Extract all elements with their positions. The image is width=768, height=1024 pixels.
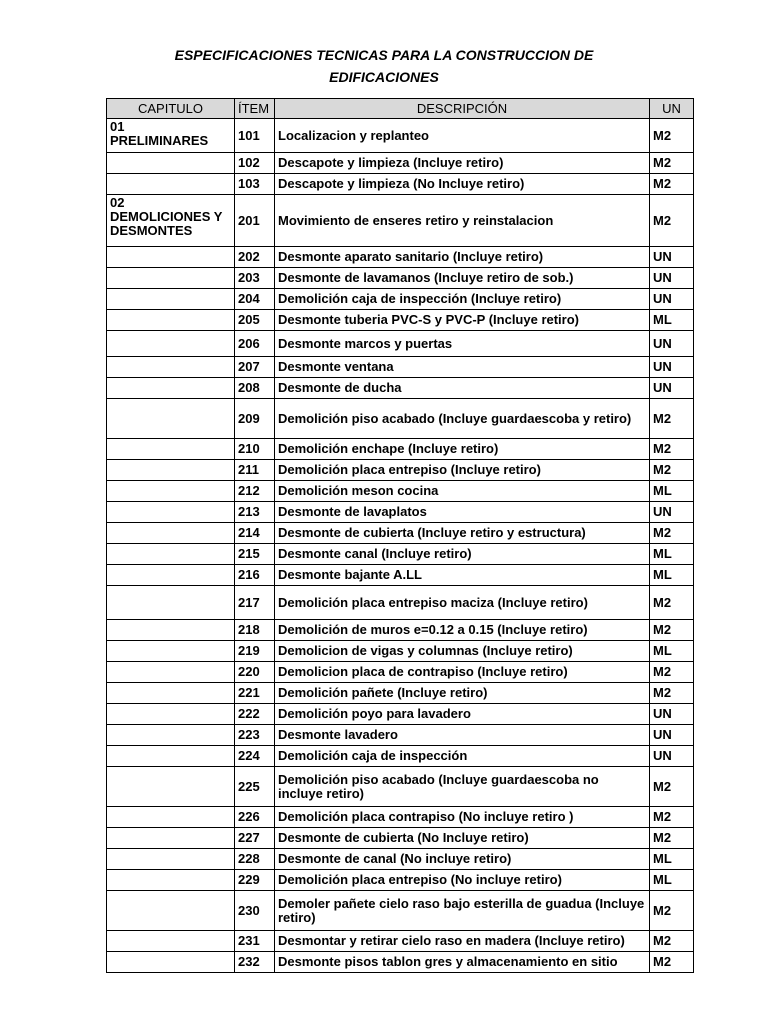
cell-descripcion: Descapote y limpieza (No Incluye retiro) xyxy=(275,174,650,195)
table-row xyxy=(107,481,694,502)
cell-un: M2 xyxy=(650,662,694,683)
table-row xyxy=(107,331,694,357)
table-row xyxy=(107,870,694,891)
cell-descripcion: Desmonte lavadero xyxy=(275,725,650,746)
table-row xyxy=(107,119,694,153)
cell-item: 203 xyxy=(235,268,275,289)
cell-descripcion: Demolición de muros e=0.12 a 0.15 (Incluye retiro) xyxy=(275,620,650,641)
cell-un: M2 xyxy=(650,174,694,195)
cell-descripcion: Demolición placa entrepiso (Incluye retiro) xyxy=(275,460,650,481)
cell-un: M2 xyxy=(650,683,694,704)
table-row xyxy=(107,828,694,849)
cell-item: 217 xyxy=(235,586,275,620)
table-row xyxy=(107,153,694,174)
cell-item: 201 xyxy=(235,195,275,247)
table-row xyxy=(107,725,694,746)
cell-item: 101 xyxy=(235,119,275,153)
table-row xyxy=(107,268,694,289)
cell-capitulo xyxy=(107,807,235,828)
table-row xyxy=(107,891,694,931)
cell-item: 210 xyxy=(235,439,275,460)
cell-item: 227 xyxy=(235,828,275,849)
cell-item: 228 xyxy=(235,849,275,870)
cell-un: M2 xyxy=(650,119,694,153)
cell-item: 230 xyxy=(235,891,275,931)
cell-descripcion: Demolición pañete (Incluye retiro) xyxy=(275,683,650,704)
table-header-row xyxy=(107,99,694,119)
cell-capitulo xyxy=(107,331,235,357)
cell-un: UN xyxy=(650,502,694,523)
cell-descripcion: Demolición piso acabado (Incluye guardaescoba y retiro) xyxy=(275,399,650,439)
table-row xyxy=(107,195,694,247)
cell-item: 215 xyxy=(235,544,275,565)
cell-capitulo xyxy=(107,620,235,641)
cell-un: ML xyxy=(650,641,694,662)
cell-item: 204 xyxy=(235,289,275,310)
cell-un: M2 xyxy=(650,931,694,952)
table-row xyxy=(107,849,694,870)
table-row xyxy=(107,807,694,828)
cell-descripcion: Desmonte de lavamanos (Incluye retiro de sob.) xyxy=(275,268,650,289)
cell-descripcion: Demolición placa entrepiso maciza (Incluye retiro) xyxy=(275,586,650,620)
header-descripcion: DESCRIPCIÓN xyxy=(275,99,650,119)
cell-descripcion: Demolición enchape (Incluye retiro) xyxy=(275,439,650,460)
cell-capitulo xyxy=(107,399,235,439)
cell-item: 218 xyxy=(235,620,275,641)
cell-descripcion: Demolicion de vigas y columnas (Incluye retiro) xyxy=(275,641,650,662)
cell-capitulo: 01 PRELIMINARES xyxy=(107,119,235,153)
table-row xyxy=(107,174,694,195)
cell-descripcion: Demolición poyo para lavadero xyxy=(275,704,650,725)
table-row xyxy=(107,460,694,481)
table-row xyxy=(107,378,694,399)
table-row xyxy=(107,931,694,952)
cell-descripcion: Demolición caja de inspección xyxy=(275,746,650,767)
cell-un: M2 xyxy=(650,828,694,849)
cell-capitulo xyxy=(107,544,235,565)
cell-un: M2 xyxy=(650,153,694,174)
cell-item: 212 xyxy=(235,481,275,502)
cell-descripcion: Demolición placa entrepiso (No incluye retiro) xyxy=(275,870,650,891)
cell-capitulo xyxy=(107,683,235,704)
cell-descripcion: Desmonte bajante A.LL xyxy=(275,565,650,586)
cell-capitulo xyxy=(107,891,235,931)
cell-capitulo xyxy=(107,153,235,174)
title-line-2: EDIFICACIONES xyxy=(329,69,439,85)
cell-descripcion: Desmonte canal (Incluye retiro) xyxy=(275,544,650,565)
cell-un: M2 xyxy=(650,620,694,641)
cell-un: UN xyxy=(650,331,694,357)
cell-capitulo xyxy=(107,481,235,502)
table-row xyxy=(107,586,694,620)
table-row xyxy=(107,247,694,268)
cell-item: 206 xyxy=(235,331,275,357)
cell-item: 222 xyxy=(235,704,275,725)
cell-item: 103 xyxy=(235,174,275,195)
cell-descripcion: Desmonte de ducha xyxy=(275,378,650,399)
cell-item: 223 xyxy=(235,725,275,746)
cell-capitulo xyxy=(107,502,235,523)
cell-un: ML xyxy=(650,310,694,331)
cell-item: 208 xyxy=(235,378,275,399)
cell-item: 202 xyxy=(235,247,275,268)
table-row xyxy=(107,289,694,310)
cell-un: UN xyxy=(650,378,694,399)
cell-capitulo: 02 DEMOLICIONES Y DESMONTES xyxy=(107,195,235,247)
table-row xyxy=(107,704,694,725)
cell-capitulo xyxy=(107,565,235,586)
cell-capitulo xyxy=(107,289,235,310)
table-body xyxy=(107,119,694,973)
document-title xyxy=(0,44,768,88)
cell-descripcion: Demolición meson cocina xyxy=(275,481,650,502)
cell-item: 205 xyxy=(235,310,275,331)
cell-descripcion: Localizacion y replanteo xyxy=(275,119,650,153)
cell-descripcion: Desmonte de canal (No incluye retiro) xyxy=(275,849,650,870)
header-item: ÍTEM xyxy=(235,99,275,119)
cell-capitulo xyxy=(107,704,235,725)
cell-capitulo xyxy=(107,460,235,481)
cell-capitulo xyxy=(107,952,235,973)
title-line-1: ESPECIFICACIONES TECNICAS PARA LA CONSTRUCCION DE xyxy=(174,47,594,63)
table-row xyxy=(107,544,694,565)
cell-capitulo xyxy=(107,870,235,891)
cell-un: M2 xyxy=(650,439,694,460)
cell-capitulo xyxy=(107,247,235,268)
cell-item: 209 xyxy=(235,399,275,439)
cell-item: 221 xyxy=(235,683,275,704)
cell-un: M2 xyxy=(650,767,694,807)
cell-item: 220 xyxy=(235,662,275,683)
table-row xyxy=(107,767,694,807)
cell-capitulo xyxy=(107,746,235,767)
table-row xyxy=(107,357,694,378)
table-row xyxy=(107,310,694,331)
cell-item: 229 xyxy=(235,870,275,891)
cell-un: ML xyxy=(650,544,694,565)
cell-un: M2 xyxy=(650,460,694,481)
cell-capitulo xyxy=(107,586,235,620)
cell-un: UN xyxy=(650,704,694,725)
cell-capitulo xyxy=(107,931,235,952)
cell-un: M2 xyxy=(650,586,694,620)
cell-un: ML xyxy=(650,481,694,502)
cell-item: 226 xyxy=(235,807,275,828)
cell-descripcion: Demolicion placa de contrapiso (Incluye retiro) xyxy=(275,662,650,683)
table-row xyxy=(107,565,694,586)
table-row xyxy=(107,399,694,439)
cell-descripcion: Demolición placa contrapiso (No incluye retiro ) xyxy=(275,807,650,828)
cell-un: UN xyxy=(650,357,694,378)
header-un: UN xyxy=(650,99,694,119)
cell-capitulo xyxy=(107,662,235,683)
cell-capitulo xyxy=(107,357,235,378)
table-row xyxy=(107,502,694,523)
cell-descripcion: Demolición caja de inspección (Incluye retiro) xyxy=(275,289,650,310)
cell-un: UN xyxy=(650,247,694,268)
cell-item: 225 xyxy=(235,767,275,807)
cell-descripcion: Desmonte de cubierta (No Incluye retiro) xyxy=(275,828,650,849)
table-row xyxy=(107,641,694,662)
cell-un: M2 xyxy=(650,523,694,544)
cell-un: UN xyxy=(650,268,694,289)
specifications-table xyxy=(106,98,694,973)
cell-un: ML xyxy=(650,849,694,870)
table-row xyxy=(107,746,694,767)
cell-capitulo xyxy=(107,174,235,195)
table-row xyxy=(107,620,694,641)
cell-descripcion: Desmonte tuberia PVC-S y PVC-P (Incluye retiro) xyxy=(275,310,650,331)
cell-item: 207 xyxy=(235,357,275,378)
table-row xyxy=(107,952,694,973)
cell-un: M2 xyxy=(650,952,694,973)
cell-un: UN xyxy=(650,746,694,767)
table-row xyxy=(107,683,694,704)
cell-item: 213 xyxy=(235,502,275,523)
cell-capitulo xyxy=(107,849,235,870)
header-capitulo: CAPITULO xyxy=(107,99,235,119)
cell-descripcion: Movimiento de enseres retiro y reinstalacion xyxy=(275,195,650,247)
cell-un: UN xyxy=(650,289,694,310)
cell-un: ML xyxy=(650,565,694,586)
cell-un: M2 xyxy=(650,891,694,931)
cell-descripcion: Desmonte marcos y puertas xyxy=(275,331,650,357)
cell-un: M2 xyxy=(650,807,694,828)
cell-descripcion: Demolición piso acabado (Incluye guardaescoba no incluye retiro) xyxy=(275,767,650,807)
cell-descripcion: Desmonte pisos tablon gres y almacenamiento en sitio xyxy=(275,952,650,973)
table-row xyxy=(107,662,694,683)
cell-un: M2 xyxy=(650,195,694,247)
cell-un: M2 xyxy=(650,399,694,439)
cell-item: 214 xyxy=(235,523,275,544)
cell-un: UN xyxy=(650,725,694,746)
cell-capitulo xyxy=(107,439,235,460)
cell-capitulo xyxy=(107,523,235,544)
cell-item: 102 xyxy=(235,153,275,174)
cell-descripcion: Desmonte ventana xyxy=(275,357,650,378)
cell-capitulo xyxy=(107,767,235,807)
cell-item: 216 xyxy=(235,565,275,586)
cell-descripcion: Desmonte de lavaplatos xyxy=(275,502,650,523)
cell-capitulo xyxy=(107,378,235,399)
cell-item: 219 xyxy=(235,641,275,662)
cell-descripcion: Desmonte aparato sanitario (Incluye retiro) xyxy=(275,247,650,268)
cell-descripcion: Desmonte de cubierta (Incluye retiro y estructura) xyxy=(275,523,650,544)
cell-capitulo xyxy=(107,641,235,662)
cell-descripcion: Descapote y limpieza (Incluye retiro) xyxy=(275,153,650,174)
table-row xyxy=(107,439,694,460)
cell-item: 211 xyxy=(235,460,275,481)
cell-capitulo xyxy=(107,268,235,289)
cell-un: ML xyxy=(650,870,694,891)
cell-capitulo xyxy=(107,310,235,331)
cell-capitulo xyxy=(107,828,235,849)
cell-item: 232 xyxy=(235,952,275,973)
cell-descripcion: Demoler pañete cielo raso bajo esterilla de guadua (Incluye retiro) xyxy=(275,891,650,931)
cell-capitulo xyxy=(107,725,235,746)
cell-item: 224 xyxy=(235,746,275,767)
cell-item: 231 xyxy=(235,931,275,952)
cell-descripcion: Desmontar y retirar cielo raso en madera (Incluye retiro) xyxy=(275,931,650,952)
table-row xyxy=(107,523,694,544)
